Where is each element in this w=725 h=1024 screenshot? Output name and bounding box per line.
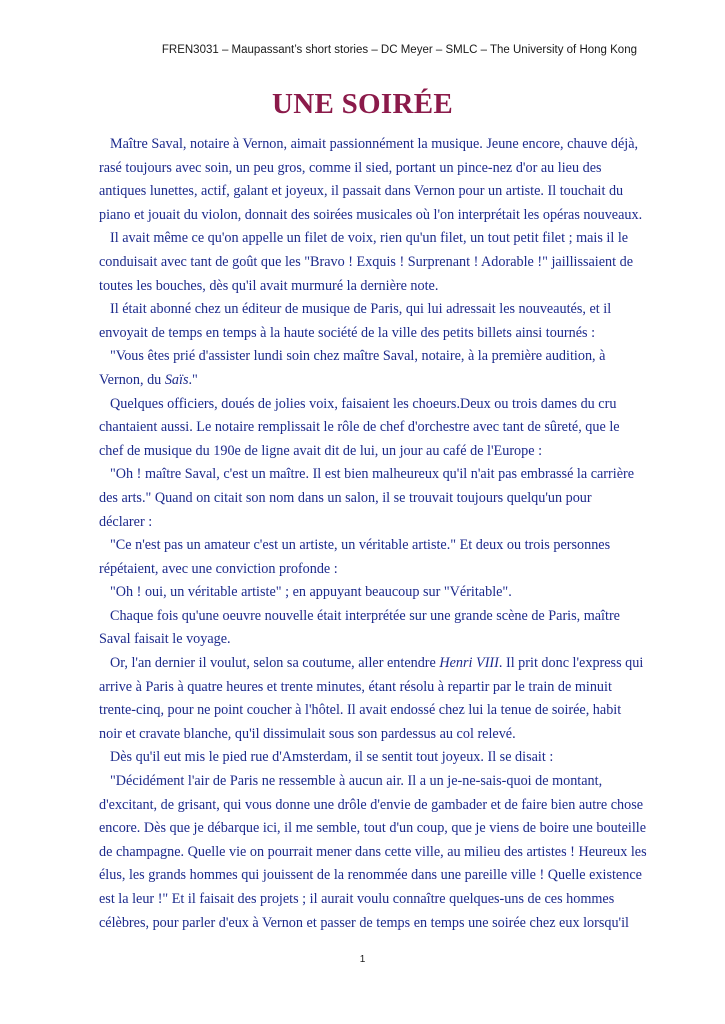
text-line — [88, 652, 648, 676]
paragraph-8 — [88, 581, 648, 605]
page-number: 1 — [359, 954, 366, 965]
text-line: piano et jouait du violon, donnait des soirées musicales où l'on interprétait les opéras nouveaux. — [99, 206, 643, 223]
text-line — [88, 369, 648, 393]
text-fragment: . Il prit donc l'express qui — [498, 655, 644, 672]
story-body — [88, 133, 648, 935]
text-line: envoyait de temps en temps à la haute société de la ville des petits billets ainsi tournés : — [99, 324, 596, 341]
paragraph-2 — [88, 227, 648, 298]
text-line: déclarer : — [99, 513, 153, 530]
paragraph-11 — [88, 746, 648, 770]
paragraph-9 — [88, 605, 648, 652]
text-line: d'excitant, de grisant, qui vous donne une drôle d'envie de gambader et de faire bien autre chose — [99, 796, 644, 813]
text-line: Il avait même ce qu'on appelle un filet de voix, rien qu'un filet, un tout petit filet ; mais il le — [110, 230, 629, 247]
text-fragment: ." — [188, 371, 198, 388]
text-line: antiques lunettes, actif, galant et joyeux, il passait dans Vernon pour un artiste. Il touchait du — [99, 183, 624, 200]
text-line: de champagne. Quelle vie on pourrait mener dans cette ville, au milieu des artistes ! Heureux les — [99, 843, 647, 860]
text-fragment: Vernon, du — [99, 371, 165, 388]
text-line: Quelques officiers, doués de jolies voix, faisaient les choeurs.Deux ou trois dames du cru — [110, 395, 617, 412]
text-line: "Oh ! maître Saval, c'est un maître. Il est bien malheureux qu'il n'ait pas embrassé la carrière — [110, 466, 635, 483]
text-line: encore. Dès que je débarque ici, il me semble, tout d'un coup, que je viens de boire une bouteille — [99, 820, 647, 837]
text-line: répétaient, avec une conviction profonde : — [99, 560, 338, 577]
paragraph-5 — [88, 393, 648, 464]
text-line: trente-cinq, pour ne point coucher à l'hôtel. Il avait endossé chez lui la tenue de soirée, habit — [99, 702, 622, 719]
text-line: rasé toujours avec soin, un peu gros, comme il sied, portant un pince-nez d'or au lieu des — [99, 159, 602, 176]
text-line: élus, les grands hommes qui jouissent de la renommée dans une pareille ville ! Quelle existence — [99, 867, 642, 884]
text-line: chantaient aussi. Le notaire remplissait le rôle de chef d'orchestre avec tant de sûreté, que le — [99, 419, 620, 436]
text-line: Dès qu'il eut mis le pied rue d'Amsterdam, il se sentit tout joyeux. Il se disait : — [110, 749, 554, 766]
text-fragment: Or, l'an dernier il voulut, selon sa coutume, aller entendre — [110, 655, 440, 672]
italic-title: Saïs — [164, 371, 189, 388]
text-line: "Ce n'est pas un amateur c'est un artiste, un véritable artiste." Et deux ou trois personnes — [110, 537, 611, 554]
text-line: Saval faisait le voyage. — [99, 631, 231, 648]
paragraph-1 — [88, 133, 648, 227]
running-header: FREN3031 – Maupassant’s short stories – DC Meyer – SMLC – The University of Hong Kong — [161, 44, 637, 56]
paragraph-12 — [88, 770, 648, 935]
text-line: Chaque fois qu'une oeuvre nouvelle était interprétée sur une grande scène de Paris, maître — [110, 607, 620, 624]
text-line: célèbres, pour parler d'eux à Vernon et passer de temps en temps une soirée chez eux lorsqu'il — [99, 914, 629, 931]
text-line: chef de musique du 190e de ligne avait dit de lui, un jour au café de l'Europe : — [99, 442, 543, 459]
text-line: noir et cravate blanche, qu'il dissimulait sous son pardessus au col relevé. — [99, 725, 516, 742]
paragraph-3 — [88, 298, 648, 345]
text-line: "Décidément l'air de Paris ne ressemble à aucun air. Il a un je-ne-sais-quoi de montant, — [110, 773, 603, 790]
story-title: UNE SOIRÉE — [271, 88, 454, 120]
text-line: Maître Saval, notaire à Vernon, aimait passionnément la musique. Jeune encore, chauve déjà, — [110, 136, 639, 152]
text-line: arrive à Paris à quatre heures et trente minutes, étant résolu à repartir par le train de minuit — [99, 678, 612, 695]
text-line: est la leur !" Et il faisait des projets ; il aurait voulu connaître quelques-uns de ces hommes — [99, 891, 615, 907]
text-line: "Oh ! oui, un véritable artiste" ; en appuyant beaucoup sur "Véritable". — [110, 584, 512, 601]
paragraph-6 — [88, 463, 648, 534]
paragraph-7 — [88, 534, 648, 581]
paragraph-10 — [88, 652, 648, 746]
paragraph-4 — [88, 345, 648, 392]
text-line: des arts." Quand on citait son nom dans un salon, il se trouvait toujours quelqu'un pour — [99, 489, 592, 506]
text-line: conduisait avec tant de goût que les "Bravo ! Exquis ! Surprenant ! Adorable !" jaillissaient de — [99, 253, 634, 270]
text-line: "Vous êtes prié d'assister lundi soin chez maître Saval, notaire, à la première audition, à — [110, 348, 606, 365]
text-line: toutes les bouches, dès qu'il avait murmuré la dernière note. — [99, 277, 439, 294]
text-line: Il était abonné chez un éditeur de musique de Paris, qui lui adressait les nouveautés, et il — [110, 301, 612, 318]
italic-title: Henri VIII — [439, 655, 499, 672]
